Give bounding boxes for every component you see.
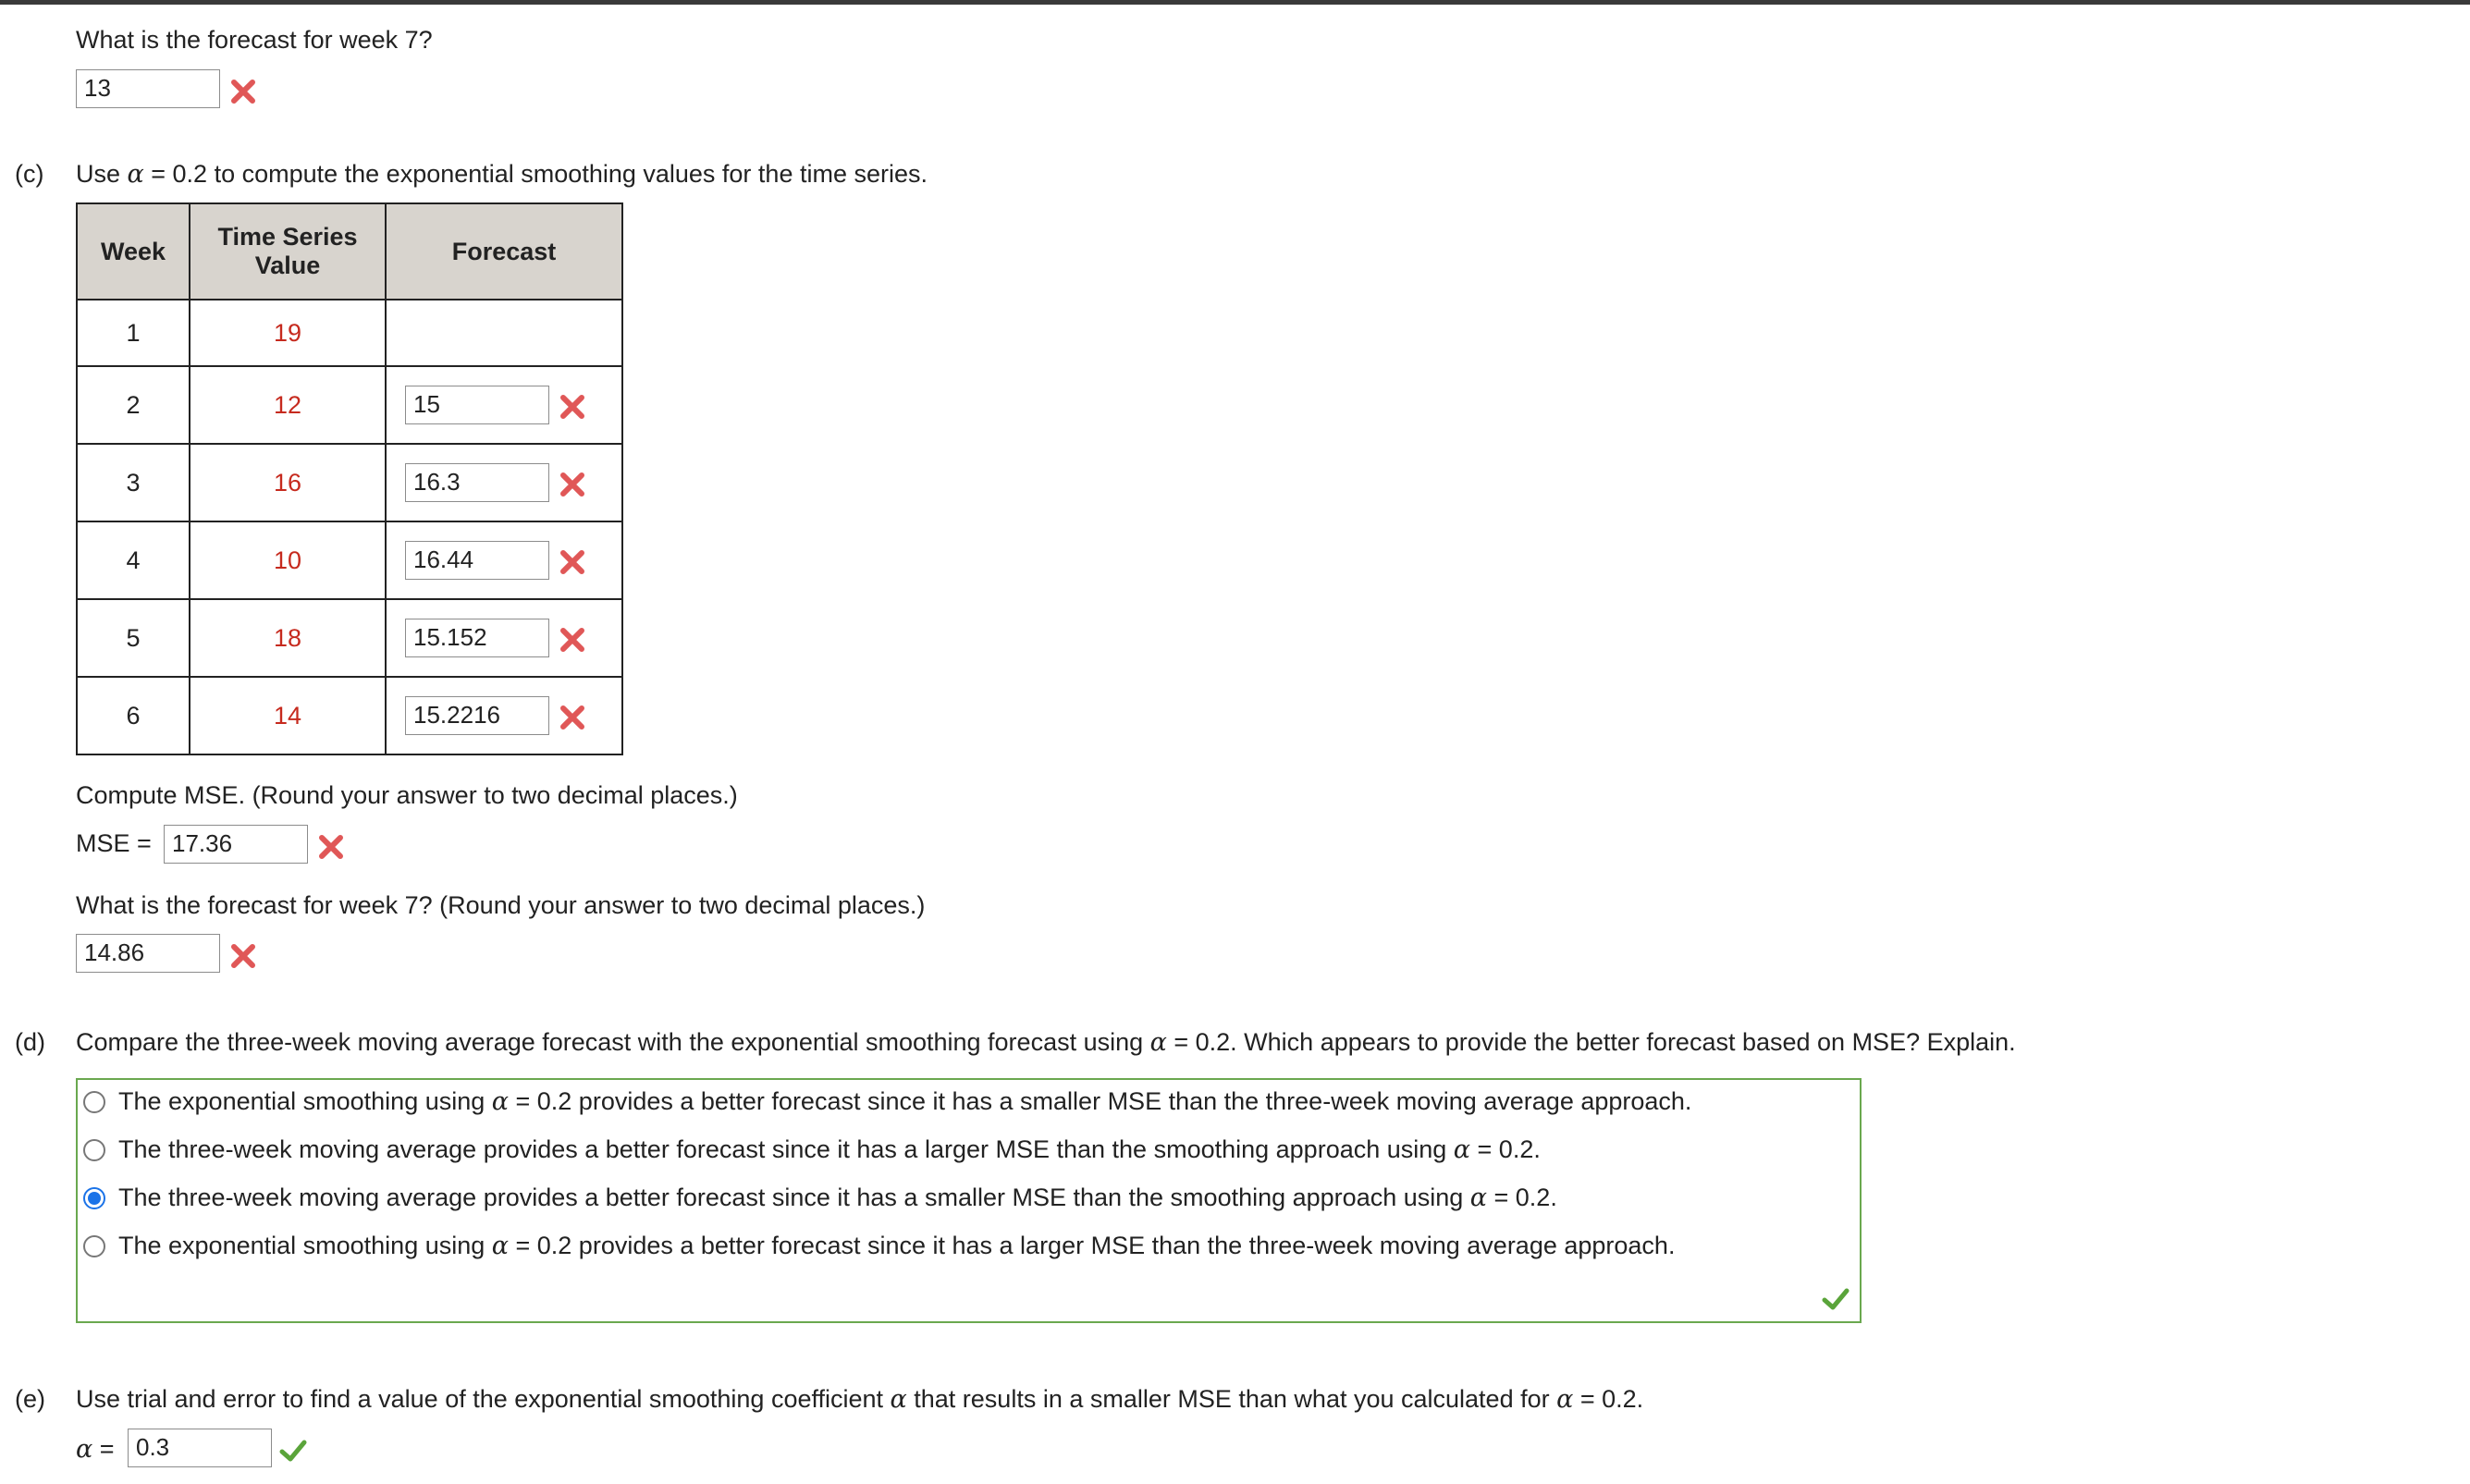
time-series-table bbox=[76, 202, 623, 755]
table-row bbox=[77, 677, 622, 754]
table-row bbox=[77, 521, 622, 599]
week-cell: 3 bbox=[77, 444, 190, 521]
answer-options-box bbox=[76, 1078, 1862, 1323]
table-row bbox=[77, 444, 622, 521]
answer-option-label: The exponential smoothing using α = 0.2 provides a better forecast since it has a smaller MSE than the three-week moving average approach. bbox=[118, 1087, 1692, 1116]
answer-option-label: The three-week moving average provides a better forecast since it has a larger MSE than the smoothing approach using α = 0.2. bbox=[118, 1135, 1541, 1164]
forecast-cell bbox=[386, 677, 622, 754]
time-series-value-cell: 16 bbox=[190, 444, 386, 521]
radio-button[interactable] bbox=[83, 1187, 105, 1209]
forecast-cell bbox=[386, 366, 622, 444]
part-e-label: (e) bbox=[15, 1385, 45, 1413]
week-cell: 6 bbox=[77, 677, 190, 754]
radio-button[interactable] bbox=[83, 1235, 105, 1257]
week-header: Week bbox=[77, 203, 190, 300]
correct-check-icon bbox=[1822, 1285, 1849, 1313]
alpha-label: α = bbox=[76, 1435, 115, 1464]
incorrect-icon bbox=[229, 78, 257, 105]
answer-option-label: The exponential smoothing using α = 0.2 provides a better forecast since it has a larger MSE than the three-week moving average approach. bbox=[118, 1232, 1676, 1260]
forecast-cell bbox=[386, 521, 622, 599]
mse-label: MSE = bbox=[76, 829, 152, 857]
forecast-input-week-5[interactable]: 15.152 bbox=[405, 619, 549, 657]
top-border bbox=[0, 0, 2470, 5]
week7-question: What is the forecast for week 7? bbox=[76, 26, 433, 54]
week7-prompt: What is the forecast for week 7? (Round your answer to two decimal places.) bbox=[76, 891, 926, 919]
week-cell: 2 bbox=[77, 366, 190, 444]
mse-input[interactable]: 17.36 bbox=[164, 825, 308, 864]
part-c-label: (c) bbox=[15, 160, 44, 188]
correct-check-icon bbox=[279, 1437, 307, 1465]
table-row bbox=[77, 300, 622, 366]
incorrect-icon bbox=[559, 393, 586, 421]
week-cell: 4 bbox=[77, 521, 190, 599]
table-row bbox=[77, 599, 622, 677]
time-series-value-cell: 19 bbox=[190, 300, 386, 366]
part-e-question: Use trial and error to find a value of the exponential smoothing coefficient α that results in a smaller MSE than what you calculated for α = 0.2. bbox=[76, 1385, 1644, 1414]
week-cell: 5 bbox=[77, 599, 190, 677]
forecast-input-week-2[interactable]: 15 bbox=[405, 386, 549, 424]
forecast-cell bbox=[386, 300, 622, 366]
forecast-header: Forecast bbox=[386, 203, 622, 300]
incorrect-icon bbox=[229, 942, 257, 970]
week-cell: 1 bbox=[77, 300, 190, 366]
time-series-value-cell: 12 bbox=[190, 366, 386, 444]
time-series-value-cell: 18 bbox=[190, 599, 386, 677]
forecast-cell bbox=[386, 599, 622, 677]
answer-option-label: The three-week moving average provides a better forecast since it has a smaller MSE than the smoothing approach using α = 0.2. bbox=[118, 1184, 1557, 1212]
incorrect-icon bbox=[559, 471, 586, 498]
part-d-label: (d) bbox=[15, 1028, 45, 1056]
forecast-input-week-4[interactable]: 16.44 bbox=[405, 541, 549, 580]
incorrect-icon bbox=[559, 548, 586, 576]
part-c-intro: Use α = 0.2 to compute the exponential smoothing values for the time series. bbox=[76, 160, 928, 189]
week7-forecast-input-b[interactable]: 13 bbox=[76, 69, 220, 108]
mse-prompt: Compute MSE. (Round your answer to two decimal places.) bbox=[76, 781, 738, 809]
week7-forecast-input-c[interactable]: 14.86 bbox=[76, 934, 220, 973]
radio-button[interactable] bbox=[83, 1091, 105, 1113]
forecast-cell bbox=[386, 444, 622, 521]
radio-button[interactable] bbox=[83, 1139, 105, 1161]
time-series-value-cell: 14 bbox=[190, 677, 386, 754]
time-series-value-header: Time Series Value bbox=[190, 203, 386, 300]
incorrect-icon bbox=[317, 833, 345, 861]
time-series-value-cell: 10 bbox=[190, 521, 386, 599]
part-d-question: Compare the three-week moving average forecast with the exponential smoothing forecast using α = 0.2. Which appears to provide the better forecast based on MSE? Explain. bbox=[76, 1028, 2016, 1057]
alpha-input[interactable]: 0.3 bbox=[128, 1429, 272, 1467]
forecast-input-week-6[interactable]: 15.2216 bbox=[405, 696, 549, 735]
incorrect-icon bbox=[559, 626, 586, 654]
incorrect-icon bbox=[559, 704, 586, 731]
forecast-input-week-3[interactable]: 16.3 bbox=[405, 463, 549, 502]
table-row bbox=[77, 366, 622, 444]
